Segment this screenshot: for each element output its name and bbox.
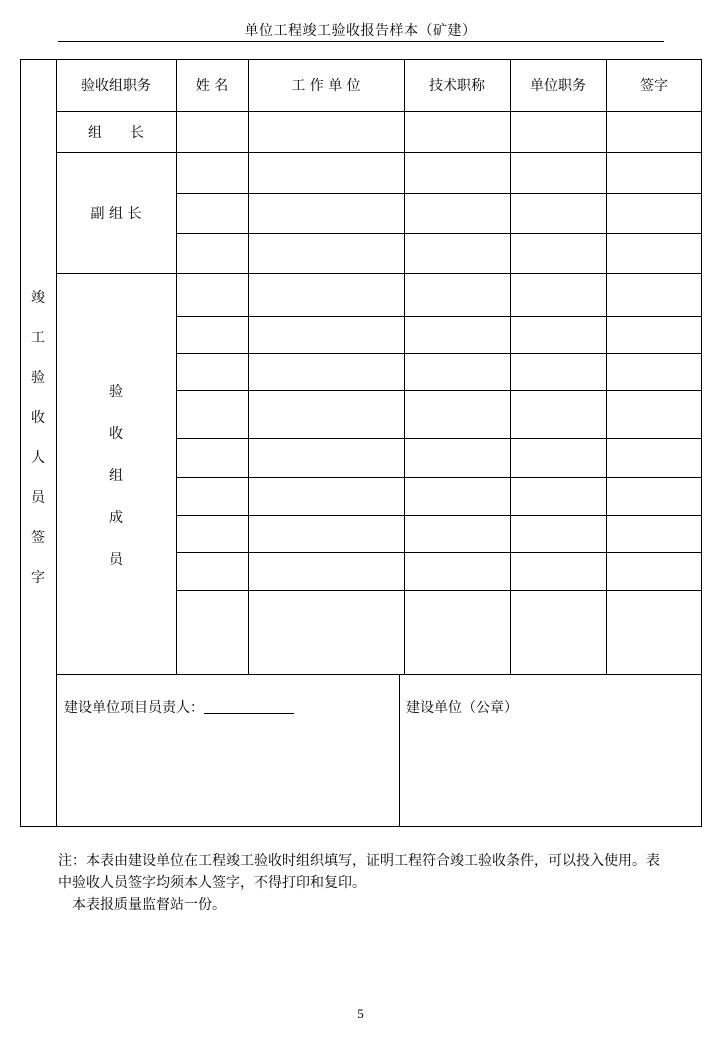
footnote-line-1: 注：本表由建设单位在工程竣工验收时组织填写，证明工程符合竣工验收条件，可以投入使用。表: [58, 853, 660, 869]
column-header-name: 姓 名: [195, 78, 229, 94]
row-line-members-bottom: [56, 674, 702, 675]
row-line: [176, 477, 702, 478]
side-label-char: 员: [31, 490, 45, 506]
row-line: [176, 390, 702, 391]
row-line: [176, 552, 702, 553]
members-label-char: 收: [109, 426, 123, 442]
row-line: [176, 353, 702, 354]
members-label-char: 验: [109, 384, 123, 400]
row-line: [176, 438, 702, 439]
members-label-char: 成: [109, 510, 123, 526]
row-line: [176, 233, 702, 234]
side-label-char: 签: [31, 530, 45, 546]
responsible-person-signature-line[interactable]: [204, 713, 294, 714]
column-header-position: 单位职务: [530, 78, 586, 94]
side-label-char: 收: [31, 410, 45, 426]
header-rule: [58, 41, 664, 42]
members-label-char: 组: [109, 468, 123, 484]
page-number: 5: [357, 1006, 364, 1021]
side-label-char: 验: [31, 370, 45, 386]
page-header-title: 单位工程竣工验收报告样本（矿建）: [244, 23, 477, 39]
footnote-line-2: 中验收人员签字均须本人签字，不得打印和复印。: [58, 875, 366, 891]
row-label-members-vertical: [56, 381, 176, 569]
footnote-line-3: 本表报质量监督站一份。: [72, 897, 226, 913]
members-label-char: 员: [109, 552, 123, 568]
responsible-person-label: 建设单位项目员责人：: [64, 700, 204, 716]
row-line-deputy-bottom: [56, 273, 702, 274]
side-label-char: 工: [31, 330, 45, 346]
column-header-role: 验收组职务: [81, 78, 151, 94]
side-label-char: 人: [31, 450, 45, 466]
row-line: [176, 316, 702, 317]
row-line: [176, 590, 702, 591]
side-label-char: 字: [31, 570, 45, 586]
column-header-workplace: 工 作 单 位: [291, 78, 361, 94]
column-header-signature: 签字: [640, 78, 668, 94]
side-label-vertical: [20, 287, 56, 587]
column-header-tech-title: 技术职称: [429, 78, 485, 94]
row-label-leader: 组 长: [88, 124, 144, 141]
row-line: [176, 515, 702, 516]
row-label-deputy-leader: 副 组 长: [90, 205, 142, 222]
side-label-char: 竣: [31, 290, 45, 306]
signoff-divider: [399, 674, 400, 827]
seal-label: 建设单位（公章）: [406, 700, 518, 716]
footnote: [58, 850, 678, 916]
row-line: [176, 193, 702, 194]
